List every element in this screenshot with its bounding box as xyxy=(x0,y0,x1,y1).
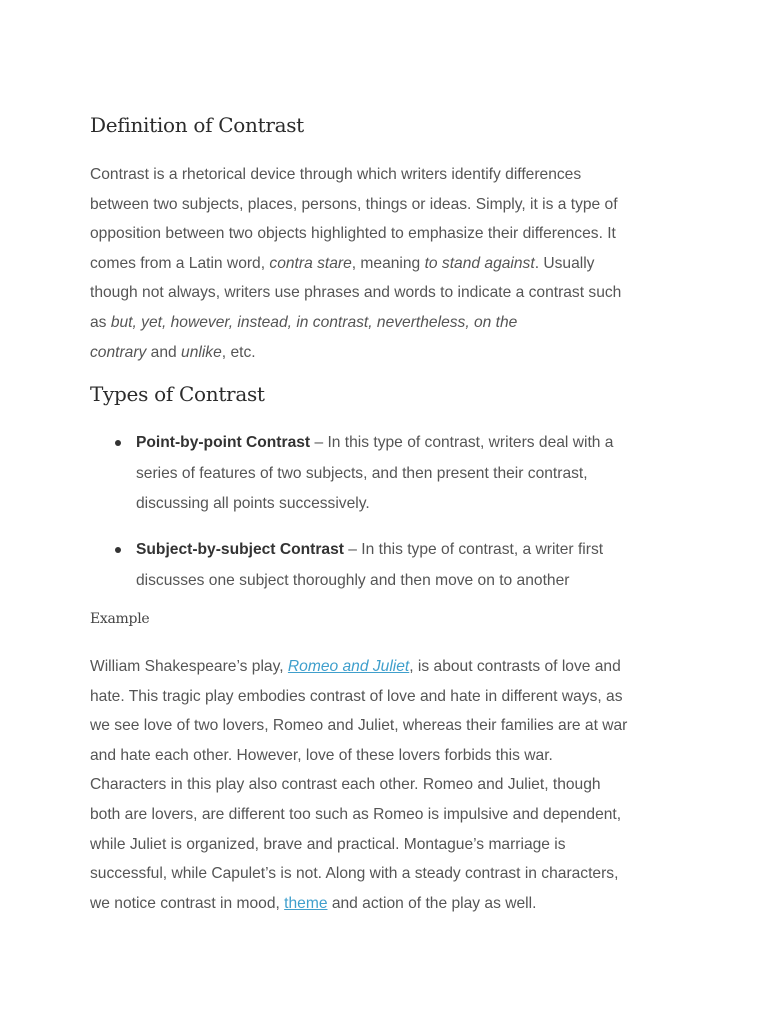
text-line: hate. This tragic play embodies contrast of love and hate in different ways, as xyxy=(90,687,623,705)
text-line: discusses one subject thoroughly and then move on to another xyxy=(136,571,570,589)
text-line: Contrast is a rhetorical device through which writers identify differences xyxy=(90,166,582,183)
text-segment: . Usually xyxy=(534,254,595,272)
text-segment: – In this type of contrast, a writer first xyxy=(343,541,604,558)
text-line xyxy=(90,338,684,368)
example-paragraph xyxy=(90,652,684,918)
text-line: while Juliet is organized, brave and practical. Montague’s marriage is xyxy=(90,835,566,853)
text-line xyxy=(90,889,684,919)
text-line xyxy=(136,428,656,459)
text-segment: – In this type of contrast, writers deal with a xyxy=(310,434,614,451)
text-line: between two subjects, places, persons, things or ideas. Simply, it is a type of xyxy=(90,195,618,213)
text-line xyxy=(90,652,684,682)
text-line: successful, while Capulet’s is not. Along with a steady contrast in characters, xyxy=(90,865,619,883)
text-segment: , etc. xyxy=(221,343,256,361)
text-line: opposition between two objects highlighted to emphasize their differences. It xyxy=(90,225,616,243)
text-line xyxy=(90,249,684,279)
latin-phrase: contra stare xyxy=(269,254,352,272)
definition-paragraph xyxy=(90,160,684,367)
types-heading: Types of Contrast xyxy=(90,382,265,406)
list-item xyxy=(136,535,656,596)
text-segment: , is about contrasts of love and xyxy=(409,658,621,675)
text-line: and hate each other. However, love of these lovers forbids this war. xyxy=(90,746,553,764)
text-segment: we notice contrast in mood, xyxy=(90,894,285,912)
theme-link[interactable]: theme xyxy=(284,894,328,912)
text-segment: and xyxy=(146,343,182,361)
text-line: series of features of two subjects, and then present their contrast, xyxy=(136,464,588,482)
type-term: Point-by-point Contrast xyxy=(136,434,311,451)
text-segment: William Shakespeare’s play, xyxy=(90,658,288,675)
contrast-words: but, yet, however, instead, in contrast, nevertheless, on the xyxy=(110,313,518,331)
contrast-word: contrary xyxy=(90,343,147,361)
text-line: we see love of two lovers, Romeo and Juliet, whereas their families are at war xyxy=(90,717,628,735)
text-segment: as xyxy=(90,313,111,331)
text-line: both are lovers, are different too such as Romeo is impulsive and dependent, xyxy=(90,805,622,823)
definition-heading: Definition of Contrast xyxy=(90,113,304,137)
text-line: though not always, writers use phrases and words to indicate a contrast such xyxy=(90,284,622,302)
bullet-icon xyxy=(115,440,121,446)
contrast-word: unlike xyxy=(181,343,222,361)
text-segment: comes from a Latin word, xyxy=(90,254,270,272)
text-line: Characters in this play also contrast each other. Romeo and Juliet, though xyxy=(90,776,601,794)
text-line xyxy=(136,535,656,566)
text-segment: , meaning xyxy=(351,254,425,272)
text-line xyxy=(90,308,684,338)
type-term: Subject-by-subject Contrast xyxy=(136,541,344,558)
example-heading: Example xyxy=(90,611,150,627)
bullet-icon xyxy=(115,547,121,553)
text-segment: and action of the play as well. xyxy=(327,894,537,912)
text-line: discussing all points successively. xyxy=(136,495,370,512)
romeo-and-juliet-link[interactable]: Romeo and Juliet xyxy=(287,658,410,675)
meaning-phrase: to stand against xyxy=(424,254,535,272)
list-item xyxy=(136,428,656,520)
